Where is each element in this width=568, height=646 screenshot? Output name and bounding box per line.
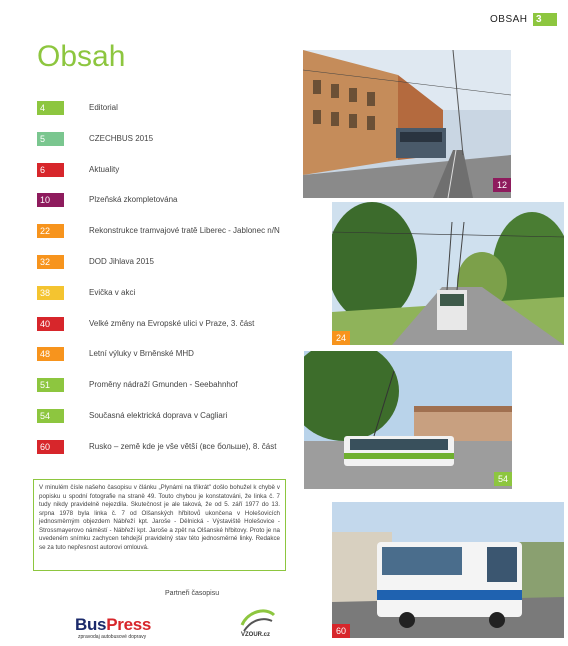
toc-page-badge: 48	[37, 347, 64, 361]
photo-tram-street	[303, 50, 511, 198]
toc-page-badge: 60	[37, 440, 64, 454]
toc-item[interactable]	[37, 317, 255, 331]
page-title: Obsah	[37, 40, 126, 73]
buspress-logo[interactable]	[75, 615, 151, 635]
toc-item-title: Plzeňská zkompletována	[89, 195, 178, 205]
toc-item[interactable]	[37, 409, 228, 423]
toc-item-title: Evička v akci	[89, 287, 136, 297]
photo-badge-54: 54	[494, 472, 512, 486]
tram-street-image	[303, 50, 511, 198]
toc-page-badge: 6	[37, 163, 64, 177]
photo-trolleybus-trees	[332, 202, 564, 345]
toc-page-badge: 51	[37, 378, 64, 392]
toc-item[interactable]	[37, 193, 178, 207]
toc-item-title: Současná elektrická doprava v Cagliari	[89, 411, 228, 420]
bus-city-image	[332, 502, 564, 638]
toc-item-title: Proměny nádraží Gmunden - Seebahnhof	[89, 380, 238, 390]
toc-item[interactable]	[37, 163, 120, 177]
toc-item[interactable]	[37, 132, 154, 146]
partner-logo-text: VZOUR.cz	[241, 632, 271, 638]
toc-item-title: Rekonstrukce tramvajové tratě Liberec - Jablonec n/N	[89, 226, 280, 236]
toc-page-badge: 22	[37, 224, 64, 238]
page-number-badge: 3	[533, 13, 557, 26]
photo-bus-city	[332, 502, 564, 638]
toc-item[interactable]	[37, 440, 277, 454]
trolleybus-trees-image	[332, 202, 564, 345]
toc-item-title: Letní výluky v Brněnské MHD	[89, 349, 194, 359]
partners-label: Partneři časopisu	[165, 590, 220, 597]
partner-logo-icon	[238, 605, 278, 639]
toc-page-badge: 4	[37, 101, 64, 115]
toc-item[interactable]	[37, 378, 238, 392]
photo-badge-12: 12	[493, 178, 511, 192]
photo-trolleybus-square	[304, 351, 512, 489]
toc-page-badge: 40	[37, 317, 64, 331]
buspress-logo-bus: Bus	[75, 615, 107, 634]
toc-item-title: Rusko – země kde je vše větší (все больше), 8. část	[89, 441, 277, 451]
toc-page-badge: 10	[37, 193, 64, 207]
toc-item-title: Aktuality	[89, 164, 120, 174]
toc-item[interactable]	[37, 224, 280, 238]
toc-item[interactable]	[37, 286, 136, 300]
photo-badge-60: 60	[332, 624, 350, 638]
toc-item[interactable]	[37, 347, 194, 361]
toc-page-badge: 5	[37, 132, 64, 146]
buspress-subtitle: zpravodaj autobusové dopravy	[78, 634, 147, 640]
toc-item-title: Editorial	[89, 103, 118, 112]
toc-page-badge: 54	[37, 409, 64, 423]
toc-item[interactable]	[37, 101, 118, 115]
toc-item-title: DOD Jihlava 2015	[89, 257, 154, 266]
buspress-logo-press: Press	[106, 615, 152, 634]
toc-item-title: Velké změny na Evropské ulici v Praze, 3. část	[89, 318, 255, 328]
toc-item-title: CZECHBUS 2015	[89, 133, 154, 143]
photo-badge-24: 24	[332, 331, 350, 345]
section-label: OBSAH	[490, 14, 528, 25]
toc-page-badge: 38	[37, 286, 64, 300]
toc-page-badge: 32	[37, 255, 64, 269]
trolleybus-square-image	[304, 351, 512, 489]
correction-note: V minulém čísle našeho časopisu v článku „Plynámi na třikrát" došlo bohužel k chybě v popisku u spodní fotografie na straně 49. Touto chybou je konstatováni, že linka č. 7 tudy nikdy pravidelně nejezdila. Skutečnost je ale taková, že od 5. září 1977 do 13. srpna 1978 byla linka č. 7 od Olšanských hřbitovů ukončena v Holešovicích jednosměrným objezdem Nábřeží kpt. Jaroše - Dělnická - Výstaviště Holešovice - Strossmayerovo náměstí - Nábřeží kpt. Jaroše a zpět na Olšanské hřbitovy. Proto je na uvedeném snímku zachycen tehdejší pravidelný stav této jednosměrné linky. Redakce se za tuto nepřesnost autorovi omlouvá.	[33, 479, 286, 571]
partner-logo[interactable]	[238, 605, 278, 644]
toc-item[interactable]	[37, 255, 154, 269]
